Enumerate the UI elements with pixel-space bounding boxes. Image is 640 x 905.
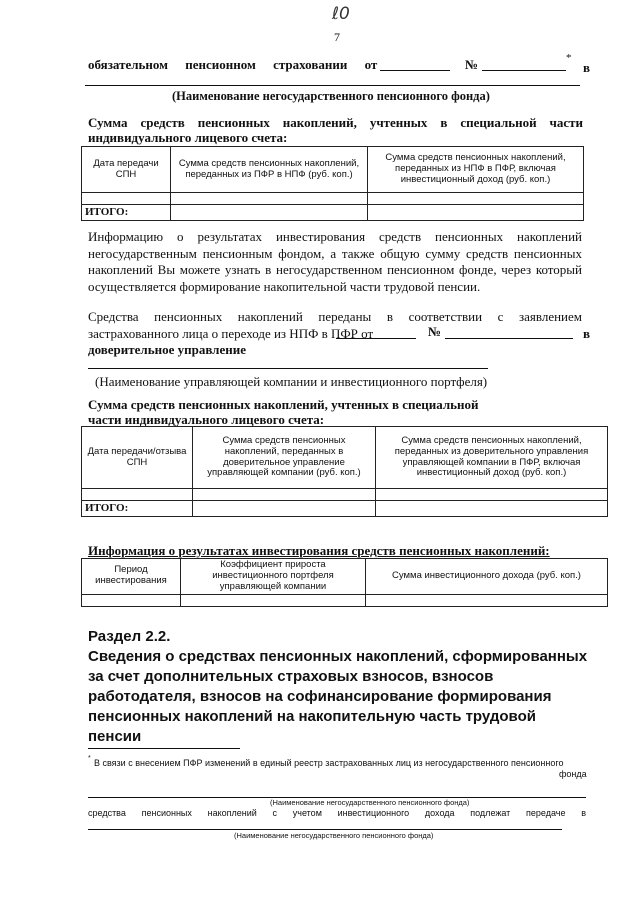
- handwritten-page-mark: ℓ0: [332, 4, 350, 24]
- table2-col3: Сумма средств пенсионных накоплений, переданных из доверительного управления управляющей компании в ПФР, включая инвестиционный доход (руб. коп.): [376, 427, 608, 489]
- row1-text: обязательном пенсионном страховании от: [88, 57, 378, 72]
- section-title: Сведения о средствах пенсионных накоплений, сформированных за счет дополнительных страховых взносов, взносов работодателя, взносов на софинансирование формирования пенсионных накоплений на накопительную часть трудовой пенсии: [88, 648, 588, 745]
- table1-cell: [368, 193, 584, 205]
- table2-cell: [376, 489, 608, 501]
- table2-cell: [193, 489, 376, 501]
- uk-caption: (Наименование управляющей компании и инвестиционного портфеля): [95, 374, 488, 389]
- number-blank: [482, 70, 566, 71]
- table3-heading: Информация о результатах инвестирования средств пенсионных накоплений:: [88, 543, 550, 558]
- footnote-line2: средства пенсионных накоплений с учетом инвестиционного дохода подлежат передаче в: [88, 808, 586, 818]
- row1-tail: в: [583, 60, 591, 75]
- table2-total-cell: [193, 501, 376, 517]
- paragraph-investment-info: Информацию о результатах инвестирования средств пенсионных накоплений негосударственным пенсионным фондом, а также общую сумму средств пенсионных накоплений Вы можете узнать в негосударственном пенсионном фонде, через который осуществляется формирование накопительной части трудовой пенсии.: [88, 229, 582, 294]
- table1-heading: Сумма средств пенсионных накоплений, учтенных в специальной части индивидуального лицевого счета:: [88, 115, 583, 145]
- transfer-number-blank: [445, 338, 573, 339]
- footnote-line1: В связи с внесением ПФР изменений в единый реестр застрахованных лиц из негосударственного пенсионного: [94, 758, 564, 768]
- table2-col1: Дата передачи/отзыва СПН: [82, 427, 193, 489]
- footnote-caption2: (Наименование негосударственного пенсионного фонда): [234, 831, 434, 840]
- number-sign: №: [465, 57, 479, 72]
- date-blank: [380, 70, 450, 71]
- section-number: Раздел 2.2.: [88, 628, 171, 645]
- table2-total-label: ИТОГО:: [82, 501, 193, 517]
- footnote-ref: *: [566, 52, 572, 64]
- footnote-line1-end: фонда: [559, 769, 587, 779]
- paragraph-transfer: Средства пенсионных накоплений переданы в соответствии с заявлением застрахованного лица о переходе из НПФ в ПФР от: [88, 309, 582, 341]
- table1-total-cell: [368, 205, 584, 221]
- table1-total-cell: [171, 205, 368, 221]
- transfer-tail: в: [583, 326, 591, 341]
- npf-caption: (Наименование негосударственного пенсионного фонда): [172, 89, 490, 103]
- footnote-caption1: (Наименование негосударственного пенсионного фонда): [270, 798, 470, 807]
- table2-heading: Сумма средств пенсионных накоплений, учтенных в специальной части индивидуального лицевого счета:: [88, 397, 479, 427]
- page-number: 7: [334, 30, 340, 44]
- table1-total-label: ИТОГО:: [82, 205, 171, 221]
- table1-col2: Сумма средств пенсионных накоплений, переданных из ПФР в НПФ (руб. коп.): [171, 147, 368, 193]
- table2-total-cell: [376, 501, 608, 517]
- table1-cell: [82, 193, 171, 205]
- npf-name-line: [85, 85, 580, 86]
- table2: [81, 426, 608, 517]
- table1: [81, 146, 584, 221]
- transfer-number-sign: №: [428, 324, 442, 339]
- uk-name-line: [88, 368, 488, 369]
- trust-management-text: доверительное управление: [88, 342, 246, 357]
- table2-col2: Сумма средств пенсионных накоплений, переданных в доверительное управление управляющей компании (руб. коп.): [193, 427, 376, 489]
- footnote-npf-line2: [88, 829, 562, 830]
- table1-col1: Дата передачи СПН: [82, 147, 171, 193]
- transfer-date-blank: [336, 338, 416, 339]
- table3-cell: [181, 594, 366, 606]
- table3-cell: [82, 594, 181, 606]
- table3-col2: Коэффициент прироста инвестиционного портфеля управляющей компании: [181, 559, 366, 595]
- footnote-separator: [88, 748, 240, 749]
- table3-cell: [366, 594, 608, 606]
- table1-cell: [171, 193, 368, 205]
- table3: [81, 558, 608, 607]
- table3-col1: Период инвестирования: [82, 559, 181, 595]
- table2-cell: [82, 489, 193, 501]
- table3-col3: Сумма инвестиционного дохода (руб. коп.): [366, 559, 608, 595]
- footnote-mark: *: [88, 755, 91, 762]
- table1-col3: Сумма средств пенсионных накоплений, переданных из НПФ в ПФР, включая инвестиционный доход (руб. коп.): [368, 147, 584, 193]
